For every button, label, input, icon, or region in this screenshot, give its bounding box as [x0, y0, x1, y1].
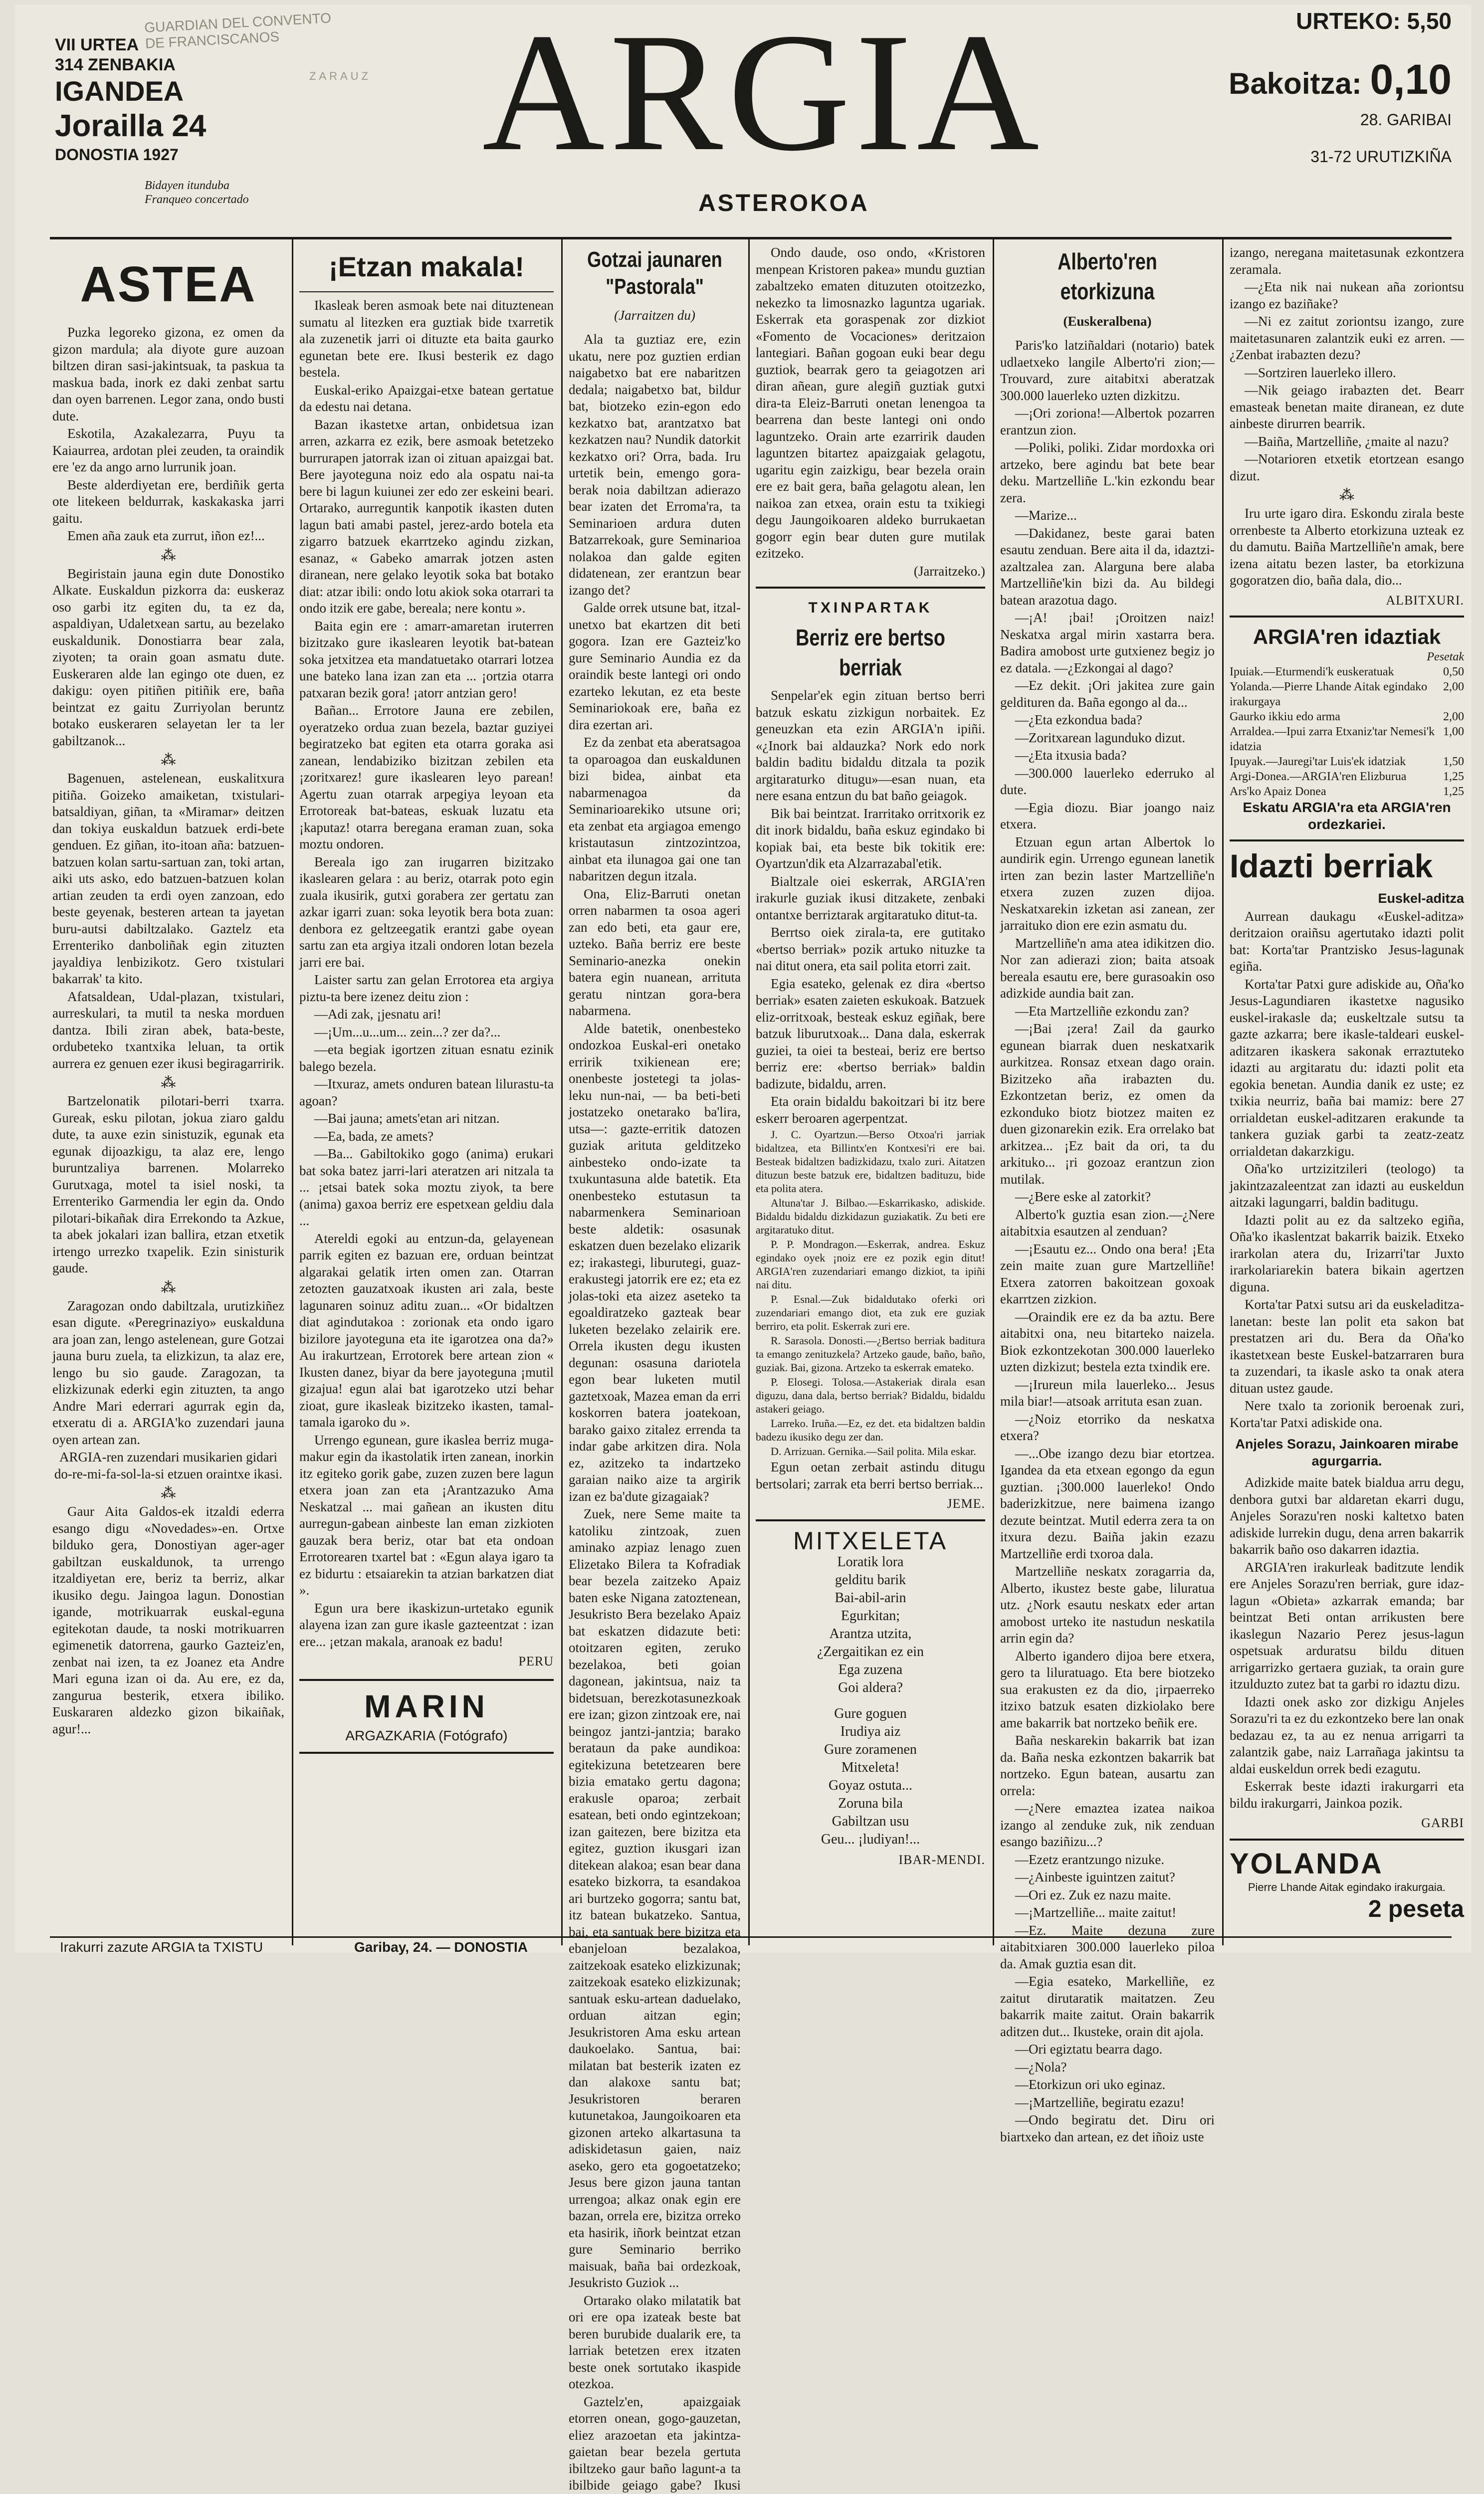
paragraph: Urrengo egunean, gure ikaslea berriz muga-makur egin da ikastolatik irten zanean, inorkin itz egiteko gorik gabe, zuzen zuzen bere lagun etxera joan zan eta ¡Arantzazuko Ama Neskatzal ... mai gañean an ikusten ditu aurregun-gabean ainbeste lan eman zizkioten gauzak bera beriz, otar bat eta ondoan Errotorearen txartel bat : «Egun alaya igaro ta ez bidurtu : etsaiarekin ta atzian barkatzen diat ». [299, 1432, 554, 1599]
paragraph: —Bai jauna; amets'etan ari nitzan. [299, 1110, 554, 1127]
signature: JEME. [756, 1495, 985, 1512]
paragraph: —¡Martzelliñe, begiratu ezazu! [1000, 2094, 1215, 2111]
paragraph: —Ori ez. Zuk ez nazu maite. [1000, 1887, 1215, 1904]
pastorala-subheading: (Jarraitzen du) [569, 305, 741, 325]
paragraph: —Egia diozu. Biar joango naiz etxera. [1000, 800, 1215, 833]
paragraph: —¿Bere eske al zatorkit? [1000, 1189, 1215, 1206]
paragraph: Eskerrak beste idazti irakurgarri eta bildu irakurgarri, Jainkoa pozik. [1230, 1778, 1464, 1812]
paragraph: Bartzelonatik pilotari-berri txarra. Gureak, esku pilotan, jokua ziaro galdu dute, ta auxe ezin sinistuzik, egunak eta egunak dijoazkigu, ta alaz ere, lengo buruntzaliya barrenen. Molarreko Gurutxaga, motel ta isiel noski, ta Errenteriko Garmendia ler egin da. Ondo pilotari-bikañak dira Errekondo ta Azkue, ta abek jokalari izan ballira, etzan etxetik irtengo urrezko txapelik. Ezin sinisturik gaude. [52, 1093, 284, 1277]
newspaper-title: ARGIA [444, 10, 1082, 175]
paragraph: —¡Ori zoriona!—Albertok pozarren erantzun zion. [1000, 405, 1215, 438]
paragraph: —Notarioren etxetik etortzean esango dizut. [1230, 451, 1464, 484]
etzan-makala-heading: ¡Etzan makala! [299, 249, 554, 284]
bottom-rule [50, 1936, 1452, 1938]
paragraph: Ortarako olako milatatik bat ori ere opa izateak beste bat beren burubide dualarik ere, ta larriak betetzen erex itzaten beste onek sortutako ikaspide otezkoa. [569, 2292, 741, 2393]
paragraph: —Egia esateko, Markelliñe, ez zaitut dirutaratik maitatzen. Zeu bakarrik maite zaitut. Orain bakarrik aditzen dut... Ikusteke, orain dit ajola. [1000, 1973, 1215, 2040]
paragraph: Eta orain bidaldu bakoitzari bi itz bere eskerr beroaren agerpentzat. [756, 1093, 985, 1127]
letter: Altuna'tar J. Bilbao.—Eskarrikasko, adiskide. Bidaldu bidaldu dizkidazun guziakatik. Zu beti ere argitaratuko ditut. [756, 1196, 985, 1237]
advert-line: Pierre Lhande Aitak egindako irakurgaia. [1230, 1880, 1464, 1894]
alberto-heading: Alberto'ren etorkizuna [1020, 246, 1196, 306]
rule [756, 587, 985, 589]
idaztiak-heading: ARGIA'ren idaztiak [1230, 624, 1464, 649]
paragraph: —¡Irureun mila lauerleko... Jesus mila biar!—atsoak arrituta esan zuan. [1000, 1377, 1215, 1410]
rule [756, 1519, 985, 1521]
paragraph: Afatsaldean, Udal-plazan, txistulari, aurreskulari, ta mutil ta neska morduen dantza. Ibili ziran abek, bata-beste, ordubeteko txantxika leluan, ta ortik aurrera ez genuen ezer ikusi begiragarririk. [52, 989, 284, 1072]
paragraph: —Ni ez zaitut zoriontsu izango, zure maitetasunaren zalantzik euki ez arren. —¿Zenbat irabazten dezu? [1230, 313, 1464, 364]
paragraph: Bereala igo zan irugarren bizitzako ikaslearen gelara : au beriz, otarrak poto egin zuala ikusirik, gutxi gorabera zer gertatu zan azkar igarri zuan: soka leyotik bera bota zuan: denbora ez geltzeegatik erantzi gabe oyean sartu zan eta argiya itzali ondoren lotan bezela jarri ere bai. [299, 854, 554, 971]
letter: P. Elosegi. Tolosa.—Astakeriak dirala esan diguzu, dana dala, bertso berriak? Bidaldu, bidaldu astakeri geiago. [756, 1375, 985, 1416]
paragraph: —eta begiak igortzen zituan esnatu ezinik balego bezela. [299, 1041, 554, 1075]
paragraph: —Ezetz erantzungo nizuke. [1000, 1852, 1215, 1869]
postal-note-2: Franqueo concertado [145, 193, 334, 207]
paragraph: —Sortziren lauerleko illero. [1230, 365, 1464, 382]
paragraph: —Zoritxarean lagunduko dizut. [1000, 730, 1215, 747]
paragraph: —Ez. Maite dezuna zure aitabitxiaren 300.000 lauerleko piloa da. Amak guztia esan dit. [1000, 1922, 1215, 1973]
rule [1230, 616, 1464, 618]
paragraph: Bialtzale oiei eskerrak, ARGIA'ren irakurle guziak ikusi ditzakete, zenbaki ontantxe berriztarak argitaratuko ditut-ta. [756, 873, 985, 924]
order-note: Eskatu ARGIA'ra eta ARGIA'ren ordezkariei. [1230, 799, 1464, 832]
paragraph: —¡Esautu ez... Ondo ona bera! ¡Eta zein maite zuan gure Martzelliñe! Etxera zatorren bakoitzean goxoak ekarrtzen zizkion. [1000, 1241, 1215, 1308]
paragraph: —¡Um...u...um... zein...? zer da?... [299, 1024, 554, 1041]
paragraph: Bik bai beintzat. Irarritako orritxorik ez dit inork bidaldu, baña eskuz egindako bi kopiak bai, eta beste bik tokitik ere: Oyartzun'dik eta Alzarrazabal'etik. [756, 806, 985, 872]
paragraph: Egun oetan zerbait astindu ditugu bertsolari; zarrak eta berri bertso berriak... [756, 1459, 985, 1492]
paragraph: —¿Eta ezkondua bada? [1000, 712, 1215, 729]
separator: ⁂ [52, 546, 284, 566]
price-row: Ipuyak.—Jauregi'tar Luis'ek idatziak 1,50 [1230, 754, 1464, 769]
paragraph: —Itxuraz, amets onduren batean lilurastu-ta agoan? [299, 1076, 554, 1109]
continuation-note: (Jarraitzeko.) [756, 563, 985, 580]
paragraph: Ikasleak beren asmoak bete nai dituztenean sumatu al litezken era guztiak bide txarretik ala zuzenetik jarri oi dituzte eta baita gaurko egunetan bete ere. Ikusi besterik ez dago bestela. [299, 297, 554, 381]
issue-day: IGANDEA [55, 75, 334, 108]
paragraph: Baña neskarekin bakarrik bat izan da. Baña neska ezkontzen bakarrik bat nortzeko. Egun batean, ausartu zan orrela: [1000, 1732, 1215, 1799]
paragraph: Senpelar'ek egin zituan bertso berri batzuk eskatu zizkigun norbaitek. Ez geneuzkan eta ezin ARGIA'n ipiñi. «¿Inork bai aldauzka? Nork edo nork baldin baditu bidaldu ditzala ta pozik argitaraturko ditugu»—esan nuan, eta nere esana entzun du bat baño geiagok. [756, 687, 985, 805]
price-row: Ipuiak.—Eturmendi'k euskeratuak 0,50 [1230, 664, 1464, 679]
postal-note-1: Bidayen itunduba [145, 179, 334, 193]
paragraph: Begiristain jauna egin dute Donostiko Alkate. Euskaldun pizkorra da: euskeraz oso garbi itz egiten du, ta ez da, aspaldiyan, Udaletxean sartu, au bezelako euskaldunik. Donostiarra bear zala, ziyoten; ta orain goan asmatu dute. Euskeraren alde lan egingo ote duen, ez dakigu: oyen pitiñen pitiñik ere, baña beintzat ez gaitu Zurriyolan beruntz botako euskeraren selayetan ler ta ler gabiltzanok... [52, 566, 284, 750]
paragraph: —300.000 lauerleko ederruko al dute. [1000, 765, 1215, 799]
poem: Loratik lora gelditu barik Bai-abil-arin Egurkitan; Arantza utzita, ¿Zergaitikan ez ein Ega zuzena Goi aldera? Gure goguen Irudiya aiz Gure zoramenen Mitxeleta! Goyaz ostuta... Zoruna bila Gabiltzan usu Geu... ¡ludiyan!... [756, 1553, 985, 1849]
issue-date: Jorailla 24 [55, 108, 334, 145]
paragraph: —Eta Martzelliñe ezkondu zan? [1000, 1003, 1215, 1020]
price-row: Ars'ko Apaiz Donea 1,25 [1230, 784, 1464, 799]
paragraph: ARGIA-ren zuzendari musikarien gidari do-re-mi-fa-sol-la-si etzuen oraintxe ikasi. [52, 1449, 284, 1482]
paragraph: Berrtso oiek zirala-ta, ere gutitako «bertso berriak» pozik artuko nituzke ta nai ditut onera, eta sail polita etorri zait. [756, 924, 985, 975]
column-etzan-makala [299, 244, 554, 1938]
paragraph: Zaragozan ondo dabiltzala, urutizkiñez esan digute. «Peregrinaziyo» euskalduna ara joan zan, lengo astelenean, gure Gotzai jauna buru zuela, ta elizkizun, ta alaz ere, lengo bu sio gaude. Zaragozan, ta elizkizunak ederki egin zituzten, ta ango Andre Mari ederrari agurrak egin da, etxeratu di a. ARGIA'ko zuzendari jauna oyen artean zan. [52, 1298, 284, 1449]
column-astea [52, 244, 284, 1938]
price-row: Arraldea.—Ipui zarra Etxaniz'tar Nemesi'k idatzia 1,00 [1230, 724, 1464, 754]
paragraph: Egun ura bere ikaskizun-urtetako egunik alayena izan zan gure ikasle gazteentzat : izan ere... ¡etzan makala, aranoak ez badu! [299, 1600, 554, 1651]
txinpartak-label: TXINPARTAK [756, 596, 985, 621]
signature: GARBI [1230, 1815, 1464, 1832]
paragraph: —Poliki, poliki. Zidar mordoxka ori artzeko, bere agindu bat bete bear deku. Martzelliñe L.'kin ezkondu bear zera. [1000, 439, 1215, 506]
paragraph: Nere txalo ta zorionik beroenak zuri, Korta'tar Patxi adiskide ona. [1230, 1398, 1464, 1431]
paragraph: Adizkide maite batek bialdua arru degu, denbora gutxi bar aldaretan ekarri dugu, Anjeles Sorazu'ren noski kaltetxo baten adiskide lurrekin dugu, dena arren bakarrik bakarrik baño oso dakarren idaztia. [1230, 1474, 1464, 1558]
issue-number: 314 ZENBAKIA [55, 55, 334, 75]
paragraph: Galde orrek utsune bat, itzal-unetxo bat ekartzen dit beti gogora. Izan ere Gazteiz'ko gure Seminario Aundia ez da oraindik beste lantegi ori ondo ezarteko lekutan, ez eta beste Seminariokoak ere, baña ez dira ezertan ari. [569, 600, 741, 733]
annual-price: URTEKO: 5,50 [1172, 7, 1452, 34]
paragraph: Oña'ko urtzizitzileri (teologo) ta jakintzazaleentzat zan idazti au euskeldun aitzaki lagungarri, baldin baditugu. [1230, 1161, 1464, 1211]
column-alberto [1000, 244, 1215, 1938]
price-header: Pesetak [1230, 649, 1464, 664]
issue-place-year: DONOSTIA 1927 [55, 145, 334, 165]
letter: P. Esnal.—Zuk bidaldutako oferki ori zuzendariari emango diot, eta zuk ere guziak berriro, eta polit. Eskerrak zuri ere. [756, 1292, 985, 1333]
paragraph: Baita egin ere : amarr-amaretan iruterren bizitzako gure ikaslearen leyotik bat-batean soka jetxitzea eta mandatuetako otarrari lotzea une bateko lana izan zan eta ... ¡ortzia otarra patxaran bezik gora! ¡atorr antzian gero! [299, 618, 554, 702]
paragraph: Egia esateko, gelenak ez dira «bertso berriak» esaten zaieten eskukoak. Batzuek eliz-orritxoak, besteak eskuz egiñak, bere batzuk liburutxoak... Dana dala, eskerrak guziei, ta oiei ta besteai, beriz ere bertso berriz ere: «bertso berriak» baldin badizute, bidaldu, arren. [756, 976, 985, 1093]
price-row: Yolanda.—Pierre Lhande Aitak egindako irakurgaya 2,00 [1230, 679, 1464, 709]
paragraph: Ez da zenbat eta aberatsagoa ta oparoagoa dan euskaldunen bizi bidea, ainbat eta nabarmenagoa da Seminarioarekiko utsune ori; eta zenbat eta argiagoa emengo kristautasun zintzozintzoa, ainbat eta ilunagoa gai one tan nabaritzen degun itzala. [569, 734, 741, 885]
paragraph: —Etorkizun ori uko eginaz. [1000, 2077, 1215, 2093]
single-price: Bakoitza: 0,10 [1172, 54, 1452, 109]
paragraph: Etzuan egun artan Albertok lo aundirik egin. Urrengo egunean lanetik irten zan bezin laster Martzelliñe'n etxera zuzen zuzen dijoa. Neskatxarekin izketan asi zanean, zer jarraituko dion ere ezin asmatu du. [1000, 834, 1215, 934]
newspaper-page [15, 5, 1472, 1953]
advert-line: ARGAZKARIA (Fotógrafo) [299, 1726, 554, 1746]
paragraph: Martzelliñe'n ama atea idikitzen dio. Nor zan adierazi zion; baita atsoak bereala esautu ere, bere gurasoakin oso adizkide aundia bait zan. [1000, 935, 1215, 1002]
letter: P. P. Mondragon.—Eskerrak, andrea. Eskuz egindako oyek ¡noiz ere ez pozik egin ditut! ARGIA'ren zuzendariari emango dizkiot, ta ipiñi nai ditu. [756, 1238, 985, 1291]
advert-price: 2 peseta [1230, 1894, 1464, 1924]
paragraph: —Adi zak, ¡jesnatu ari! [299, 1006, 554, 1023]
paragraph: —¿Nola? [1000, 2059, 1215, 2076]
paragraph: —¿Eta itxusia bada? [1000, 747, 1215, 764]
paragraph: Puzka legoreko gizona, ez omen da gizon mardula; ala diyote gure auzoan biltzen diran sasi-jakintsuak, ta paskua ta maskua bada, inork ez daki zenbat sartu dan oyen barrenen. Legor zana, ondo busti dute. [52, 324, 284, 424]
column-rule [561, 239, 563, 1945]
book-price-list [1230, 649, 1464, 799]
paragraph: Gaztelz'en, apaizgaiak etorren onean, gogo-gauzetan, eliez arazoetan eta jakintza-gaietan bear bezela gertuta ibiltzeko gaur baño lagunt-a ta ibilbide geiago gabe? Ikusi [569, 2394, 741, 2494]
letter: D. Arrizuan. Gernika.—Sail polita. Mila eskar. [756, 1445, 985, 1458]
paragraph: Bagenuen, astelenean, euskalitxura pitiña. Goizeko amaiketan, txistulari-batsaldiyan, giñan, ta «Miramar» deitzen dan tokiya euskaldun batzuek erdi-bete genduen. Ez giñan, ito-itoan aña: batzuen-batzuen kolan sartu-sartuan zan, toki artan, aiki uts asko, edo batzuen-batzuen kolan artian zeuden ta erdi oyen zanzoan, edo beste geyenak, besteren artean ta jayetan buru-autsi dabiltzalako. Gaztelz eta Errenteriko danboliñak egin zituzten jayaldiya lenbizikotz. Gero txistulari bakarrak' ta kito. [52, 770, 284, 988]
footer-note: Irakurri zazute ARGIA ta TXISTU [60, 1939, 263, 1955]
signature: IBAR-MENDI. [756, 1852, 985, 1869]
phone-number: 31-72 URUTIZKIÑA [1172, 146, 1452, 168]
paragraph: Ona, Eliz-Barruti onetan orren nabarmen ta osoa ageri zan edo beti, eta gaur ere, uzteko. Baña berriz ere beste Seminario-anezka onekin batera egin nuanean, arrituta geratu nintzan gora-bera nabarmena. [569, 886, 741, 1020]
paragraph: —¿Ainbeste iguintzen zaitut? [1000, 1869, 1215, 1886]
paragraph: Alberto igandero dijoa bere etxera, gero ta liluratuago. Eta bere biotzeko sua erakusten ez da dio, ¡irpaerreko itzixo batzuk esaten dizkiolako bere ame bakarrik bat nortzeko beñik ere. [1000, 1648, 1215, 1732]
rule [299, 291, 554, 292]
paragraph: —Ez dekit. ¡Ori jakitea zure gain geldituren da. Baña egongo al da... [1000, 677, 1215, 711]
letter: Larreko. Iruña.—Ez, ez det. eta bidaltzen baldin badezu ikusiko degu zer dan. [756, 1417, 985, 1444]
paragraph: Gaur Aita Galdos-ek itzaldi ederra esango digu «Novedades»-en. Ortxe bilduko gera, Donostiyan ager-ager gabiltzan euskaldunok, ta urrengo itzaldiyetan ere, beriz ta berriz, alkar ikusiko degu. Jaingoa lagun. Donostian igande, motrikuarrak euskal-eguna egitekotan daude, ta noski motrikuarren egimenetik datorrena, gaurko Gazteiz'en, zenbat nai izen, ta ez Joanez eta Andre Mari eguna izan oi da. Au ere, ez da, zangurua besterik, etxera ibiliko. Euskararen aldezko gizon bikaiñak, agur!... [52, 1503, 284, 1737]
obituary-heading: Anjeles Sorazu, Jainkoaren mirabe agurgarria. [1230, 1436, 1464, 1469]
rule [1230, 839, 1464, 841]
separator: ⁂ [1230, 485, 1464, 505]
paragraph: Zuek, nere Seme maite ta katoliku zintzoak, zuen aminako azpiaz lenago zuen Elizetako Bilera ta Kofradiak bear bezela zaitzeko Apaiz baten eske Nigana zatoztenean, Jesukristo Bera bezelako Apaiz bat eskatzen didazute beti: otoitzaren egiten, zeruko bezelakoa, beti goian dagonean, jakintsua, naiz ta bidetsuan, berezkotasunezkoak ere izan; gizon zintzoak ere, nai beingoz jantzi-jantzia; barako berataun da pake aundikoa: egitekizuna betetzearen bere bizia ematako gertu dagona; erakusle oparoa; zerbait esatean, beti ondo egintzekoan; izan gaitezen, bere bizitza eta egitez, guztion ikusgari izan ditekean alakoa; esan bear dana esateko bizkorra, ta esandakoa ari burtzeko gogorra; santu bat, itz batean bukatzeko. Santua, bai, eta santuak bere bizitza eta ebanjeloan bezalakoa, zaitzekoak esateko elizkizunak; zaitzekoak esateko elizkizunak; santuak esku-artean daduelako, orduan aitzan egin; Jesukristoren Ama esku artean daukoelako. Santua, bai: milatan bat besterik izaten ez dan alakoxe santu bat; Jesukristoren beraren kutunetakoa, Jaungoikoaren eta gizonen arteko alkartasuna ta adiskidetasun gaien, naiz aseko, gero eta gogoetatzeko; Jesus bere gizon jauna tantan urrengoa; alkaz onak egin ere bazan, orrela ere, bizitza orreko eta hasirik, iñork beintzat etzan gure Seminario berriko maisuak, baña bai ordezkoak, Jesukristo Guziok ... [569, 1506, 741, 2291]
idazti-berriak-heading: Idazti berriak [1230, 848, 1464, 883]
idazti-berriak-subtitle: Euskel-aditza [1230, 890, 1464, 907]
paragraph: Bazan ikastetxe artan, onbidetsua izan arren, azkarra ez ezik, bere asmoak betetzeko burrurapen jatorrak izan oi zituan apaizgai bat. Bere jayoteguna noiz edo ala ospatu nai-ta bere bi lagun kuiunei zer edo zer eskeini beari. Ortarako, aurreguntik kanpotik ikasten duten lagun bati amabi pastel, jerez-ardo botela eta zigarro batzuek ekarrtzeko agindu zizkan, esanaz, « Gabeko amarrak jotzen asten diranean, nere gelako leyotik soka bat botako diat: atzar ibili: ondo lotu akiok soka otarrari ta ondo itzik ere gabe, bereala; nere kontu ». [299, 416, 554, 617]
letter: R. Sarasola. Donosti.—¿Bertso berriak baditura ta emango zenituzkela? Artzeko gaude, baño, baño, guziak. Bai, gizona. Artzeko ta eskerrak emateko. [756, 1334, 985, 1374]
advert-name: MARIN [299, 1687, 554, 1726]
separator: ⁂ [52, 1483, 284, 1503]
column-rule [1222, 239, 1224, 1945]
alberto-subheading: (Euskeralbena) [1000, 311, 1215, 331]
paragraph: —¿Eta nik nai nukean aña zoriontsu izango ez baziñake? [1230, 279, 1464, 312]
astea-heading: ASTEA [52, 254, 284, 314]
paragraph: Eskotila, Azakalezarra, Puyu ta Kaiaurrea, ardotan plei zeuden, ta oraindik ere 'ez da ango arno lurrunik joan. [52, 425, 284, 476]
paragraph: —Baiña, Martzelliñe, ¿maite al nazu? [1230, 433, 1464, 450]
column-txinpartak [756, 244, 985, 1938]
signature: PERU [299, 1653, 554, 1670]
column-rule [292, 239, 293, 1945]
paragraph: —¿Nere emaztea izatea naikoa izango al zenduke zuk, nik zenduan esango baziñizu...? [1000, 1800, 1215, 1851]
paragraph: —¡Bai ¡zera! Zail da gaurko egunean biarrak duen neskatxarik aurkitzea. Ronsaz etxean dago orain. Bizitzeko aña irabazten du. Ezkontzetan beriz, ez omen da ezkonduko biotz biotzez maiten ez duen gizonarekin ezik. Era orrelako bat arkitzea... ¡Ez bait da ori, ta du arkituko... ¡ri gozoaz erantzun zion mutilak. [1000, 1021, 1215, 1188]
column-pastorala [569, 244, 741, 1938]
column-idaztiak [1230, 244, 1464, 1938]
txinpartak-heading: Berriz ere bertso berriak [776, 623, 964, 682]
column-rule [748, 239, 750, 1945]
paragraph: —Ba... Gabiltokiko gogo (anima) erukari bat soka batez jarri-lari ateratzen ari nitzala ta ... ¡etsai batek soka moztu ziyok, ta bere (anima) gaxoa berriz ere espetxean geldiu dala ... [299, 1146, 554, 1230]
street-address: 28. GARIBAI [1172, 109, 1452, 131]
paragraph: Alde batetik, onenbesteko ondozkoa Euskal-eri onetako erririk txikienean ere; onenbeste jostetegi ta jolas-leku nun-nai, — ba beti-beti jostatzeko onetarako ba'lira, utsa—: gazte-erritik datozen guziak arituta gelditzeko ainbesteko ondo-izate ta txukuntasuna alde batetik. Eta onenbesteko estutasun ta nabarmenkera Seminarioan beste aldetik: osasunak eskatzen duen bezelako elizarik ez; irakastegi, liburutegi, guaz-erakustegi jatorrik ere ez; eta ez jolas-toki eta aizez aseteko ta egoaldiratzeko gazteak bear luketen bezelako zelairik ere. Orrela ikusten degu ikusten degunan: osasuna dariotela egon bear luketen mutil gaztetxoak, Mazea eman da erri koskorren batera joatekoan, barako gaixo zitalez errenda ta indar gabe arkitzen dira. Nola ez, azitzeko ta indartzeko garaian naiko aize ta argirik izan ez ba'dute gizagaiak? [569, 1021, 741, 1505]
paragraph: Korta'tar Patxi gure adiskide au, Oña'ko Jesus-Lagundiaren ikastetxe nagusiko euskel-irakasle da; euskeltzale sutsu ta gazte azkarra; bere ikasle-taldeari euskel-aditzaren ikaskera sakonak erraztuteko idazti au argitaratu du: idazti polit eta egokia benetan. Aundia danik ez uste; ez txikia neurriz, baña bai mamiz: bere 27 orrialdetan euskel-aditzaren erakunde ta tankera guziak garbi ta zeatz-zeatz orrialdetan dakarzkigu. [1230, 976, 1464, 1160]
paragraph: —Ea, bada, ze amets? [299, 1128, 554, 1145]
paragraph: ARGIA'ren irakurleak baditzute lendik ere Anjeles Sorazu'ren berriak, gure idaz-lagun «Obieta» azkarrak emanda; bar beintzat Beti ontan arrikusten bere ikaslegun Nazario Perez jesus-lagun ospetsuak arduratsu bildu dituen arrigarrizko gertaera guziak, ta orain gure itzulduzto zutez bat ta garbi ro idaztu dizu. [1230, 1559, 1464, 1693]
advert-title: YOLANDA [1230, 1848, 1464, 1880]
paragraph: Ondo daude, oso ondo, «Kristoren menpean Kristoren pakea» mundu guztian zabaltzeko ematen dituzuten otoitzezko, nekezko ta limosnazko laguntza ugariak. Eskerrak eta goraspenak zor dizkiot «Fomento de Vocaciones» deritzaion lantegiari. Bañan gogoan euki bear degu guztiok, bearrak gero ta geiagotzen ari diran añean, gure alegiñ guztiak gutxi dira-ta Eleiz-Barruti onetan lenengoa ta bearrena dan beste lantegi oni ondo laguntzeko. Orain arte ezarririk dauden laguntzen bitartez apaizgaiak gelagotu, ugaritu egin zaizkigu, bear bezela orain ere ez bait gera, baña gelagotu alean, len naikoa zan etxea, orain estu ta txikiegi degu Jaungoikoaren aldeko burrukaetan gogorr egin bear duten gure mutilak ezitzeko. [756, 244, 985, 562]
footer-address: Garibay, 24. — DONOSTIA [354, 1939, 528, 1955]
paragraph: Alberto'k guztia esan zion.—¿Nere aitabitxia esautzen al zenduan? [1000, 1207, 1215, 1240]
stamp: GUARDIAN DEL CONVENTO DE FRANCISCANOS [144, 10, 333, 52]
paragraph: Aurrean daukagu «Euskel-aditza» deritzaion oraiñsu agertutako idazti polit bat: Korta'tar Prantzisko Jesus-lagunak egiña. [1230, 908, 1464, 975]
paragraph: Bañan... Errotore Jauna ere zebilen, oyeratzeko ordua zuan bezela, baztar guziyei begiratzeko bat egiten eta otarra goraka asi zanean, lendabiziko bizitzan zebilen eta ¡zoritxarez! gure ikaslearen leyo parean! Agertu zuan otarrak arpegiya leyoan eta Errotoreak bat-bateas, eskuak luzatu eta ¡kaputaz! otarra beregana eraman zuan, soka moztu ondoren. [299, 702, 554, 853]
stamp-town: ZARAUZ [309, 70, 371, 83]
masthead-left [55, 35, 334, 207]
paragraph: Laister sartu zan gelan Errotorea eta argiya piztu-ta bere izenez deitu zion : [299, 972, 554, 1005]
paragraph: —¡A! ¡bai! ¡Oroitzen naiz! Neskatxa argal mirin xastarra bera. Badira amobost urte gutxienez begiz jo ez datala. —¿Ezkongai al dago? [1000, 610, 1215, 676]
paragraph: Idazti polit au ez da saltzeko egiña, Oña'ko ikaslentzat bakarrik baizik. Etxeko irarkolan atera du, Irizarri'tar Juxto irarkolariarekin batera bikain agertzen diguna. [1230, 1212, 1464, 1296]
price-row: Gaurko ikkiu edo arma 2,00 [1230, 709, 1464, 724]
paragraph: —Ori egiztatu bearra dago. [1000, 2041, 1215, 2058]
marin-advert [299, 1679, 554, 1754]
paragraph: Beste alderdiyetan ere, berdiñik gerta ote litekeen beldurrak, kaskakaska jarri gaitu. [52, 477, 284, 527]
paragraph: Korta'tar Patxi sutsu ari da euskeladitza-lanetan: beste lan polit eta sakon bat prestatzen ari du. Bera da Oña'ko ikastetxean beste Euskel-batzarraren bura ta zuzendari, ta ikasle asko ta onak atera dituan ustez gaude. [1230, 1296, 1464, 1397]
column-rule [993, 239, 994, 1945]
paragraph: —Dakidanez, beste garai baten esautu zenduan. Bere aita il da, idaztzi-azaltzalea zan. Alarguna bere alaba Martzelliñe'kin bizi da. Au bildegi batean arazotua dago. [1000, 525, 1215, 609]
paragraph: Martzelliñe neskatx zoragarria da, Alberto, ikustez beste gabe, liluratua utz. ¿Nork esautu neskatx eder artan amobost urteko ite nastudun neskatila arrin egin da? [1000, 1563, 1215, 1647]
paragraph: Iru urte igaro dira. Eskondu zirala beste orrenbeste ta Alberto etorkizuna uzteak ez du damutu. Baiña Martzelliñe'n amak, bere izena aitatu bezen laster, ba etorkizuna gogoratzen dio, baña dala, dio... [1230, 505, 1464, 589]
paragraph: —Oraindik ere ez da ba aztu. Bere aitabitxi ona, neu bitarteko naizela. Biok ezkontzekotan 300.000 lauerleko uzten dizkizut; bestela ezta txindik ere. [1000, 1309, 1215, 1376]
paragraph: Ala ta guztiaz ere, ezin ukatu, nere poz guztien erdian naigabetxo bat ere nabaritzen dedala; naigabetxo bat, bildur bat, biotzeko ezin-egon edo kezkatxo bat, arantzatxo bat kezkatzen nau? Nundik datorkit kezkatxo ori? Orra, bada. Iru urtetik bein, emengo gora-berak noia dabiltzan adierazo bear izaten det Erroma'ra, ta Seminarioen ardura duten Batzarrekoak, gure Seminarioa nolakoa dan galde egiten didatenean, zer erantzun bear izango det? [569, 331, 741, 599]
signature: ALBITXURI. [1230, 592, 1464, 609]
issue-year: VII URTEA [55, 35, 334, 55]
masthead-rule [50, 237, 1452, 239]
paragraph: Emen aña zauk eta zurrut, iñon ez!... [52, 528, 284, 545]
paragraph: Atereldi egoki au entzun-da, gelayenean parrik egiten ez bazuan ere, orduan beintzat algarakai gelatik irten omen zan. Otarran zetozten gauzatxoak ikusten ari zala, beste lagunaren soinuz aditu zuan... «Or bidaltzen diat agindutakoa : zorionak eta ondo igaro bizilore jayoteguna eta ite igarotzea ona da?» Au irakurtzean, Errotorek bere artean zion « Ikusten danez, biyar da bere jayoteguna ¡mutil gizajua! egun alai bat igarotzeko utzi behar zioat, gure ikasleak bizitzeko ikasten, tamal-tamala igaroko du ». [299, 1231, 554, 1431]
separator: ⁂ [52, 1278, 284, 1298]
paragraph: —...Obe izango dezu biar etortzea. Igandea da eta etxean egongo da egun guztian. ¡300.000 lauerleko! Ondo baderizkitzue, nere baimena izango dezute beintzat. Mutil ederra zera ta on itxura dezu. Baiña jakin ezazu Martzelliñe erdi txoroa dala. [1000, 1446, 1215, 1563]
pastorala-heading: Gotzai jaunaren "Pastorala" [584, 246, 725, 300]
newspaper-subtitle: ASTEROKOA [698, 190, 869, 217]
separator: ⁂ [52, 750, 284, 770]
mitxeleta-heading: MITXELETA [756, 1528, 985, 1553]
paragraph: Paris'ko latziñaldari (notario) batek udlaetxeko langile Alberto'ri zion;—Trouvard, zure aitabitxi aberatzak 300.000 lauerleko uzten dizkitzu. [1000, 337, 1215, 404]
yolanda-advert [1230, 1848, 1464, 1924]
paragraph: —¡Martzelliñe... maite zaitut! [1000, 1904, 1215, 1921]
paragraph: izango, neregana maitetasunak ezkontzera zeramala. [1230, 244, 1464, 278]
paragraph: —¿Noiz etorriko da neskatxa etxera? [1000, 1411, 1215, 1445]
paragraph: Idazti onek asko zor dizkigu Anjeles Sorazu'ri ta ez du ezkontzeko bere lan onak bedazau ez, ta au ez nenua arrigarri ta zalantzik gabe, naiz Larrañaga jakintsu ta aldai euskeldun orrek bedi ezagutu. [1230, 1694, 1464, 1778]
price-row: Argi-Donea.—ARGIA'ren Elizburua 1,25 [1230, 769, 1464, 784]
paragraph: —Ondo begiratu det. Diru ori biartxeko dan artean, ez det iñoiz uste [1000, 2112, 1215, 2145]
paragraph: —Marize... [1000, 507, 1215, 524]
paragraph: Euskal-eriko Apaizgai-etxe batean gertatue da edestu nai detana. [299, 382, 554, 416]
separator: ⁂ [52, 1073, 284, 1093]
rule [1230, 1839, 1464, 1841]
paragraph: —Nik geiago irabazten det. Bearr emasteak benetan maite diranean, ez dute ainbeste dirurren bearrik. [1230, 382, 1464, 432]
letter: J. C. Oyartzun.—Berso Otxoa'ri jarriak bidaltzea, eta Billintx'en Kontxesi'ri ere bai. Besteak bidaltzen badizkidazu, txalo zuri. Aitatzen dituzun beste batzuk ere, bidaltzen badituzu, bide eta polita atera. [756, 1128, 985, 1195]
masthead-right [1172, 7, 1452, 168]
